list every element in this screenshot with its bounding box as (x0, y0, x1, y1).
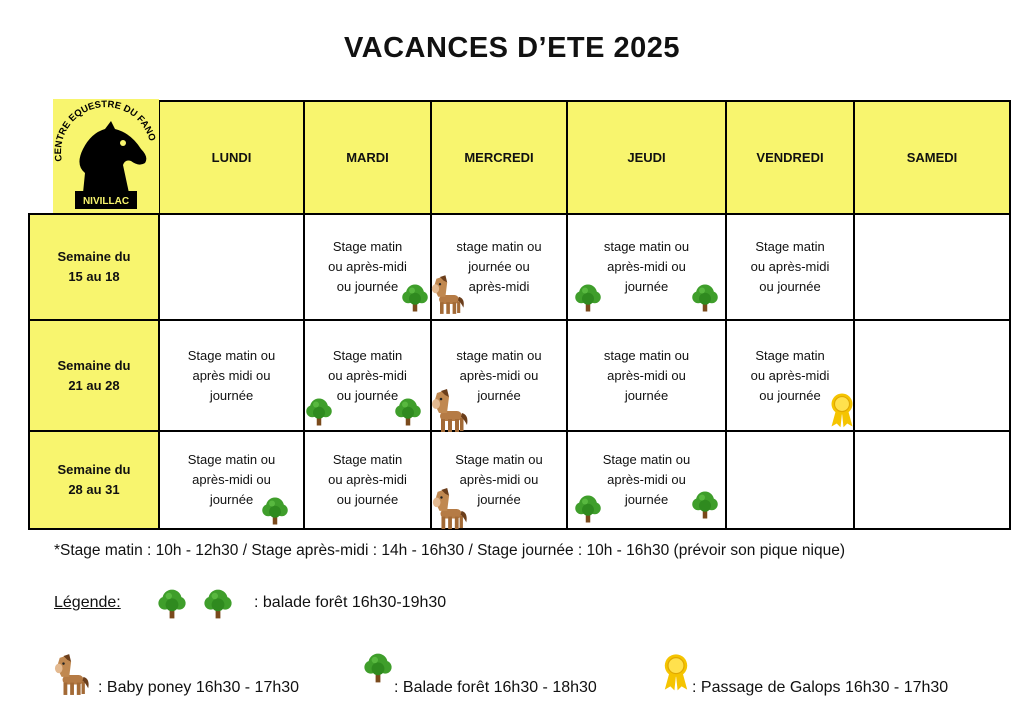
schedule-cell (726, 431, 854, 529)
schedule-cell: Stage matin ou après-midi ou journée (431, 431, 567, 529)
schedule-cell: Stage matin ou après-midi ou journée (726, 214, 854, 320)
day-header-vendredi: VENDREDI (726, 101, 854, 214)
schedule-footnote: *Stage matin : 10h - 12h30 / Stage après-midi : 14h - 16h30 / Stage journée : 10h - 16h30 (prévoir son pique nique) (54, 542, 846, 559)
horse-head-icon (53, 99, 159, 213)
tree-icon (393, 395, 423, 429)
legend-medal-text: : Passage de Galops 16h30 - 17h30 (692, 679, 949, 696)
medal-icon (827, 391, 857, 429)
day-header-mardi: MARDI (304, 101, 431, 214)
medal-icon (660, 652, 692, 692)
tree-icon (362, 650, 394, 686)
week-label: Semaine du 28 au 31 (29, 431, 159, 529)
schedule-cell: Stage matin ou après-midi ou journée (567, 431, 726, 529)
week-label: Semaine du 15 au 18 (29, 214, 159, 320)
day-header-lundi: LUNDI (159, 101, 304, 214)
tree-icon (156, 586, 188, 622)
schedule-cell: stage matin ou après-midi ou journée (567, 320, 726, 431)
club-logo (53, 99, 159, 213)
pony-icon (431, 389, 471, 433)
schedule-cell: Stage matin ou après-midi ou journée (304, 214, 431, 320)
schedule-table (28, 100, 1011, 530)
tree-icon (400, 281, 430, 315)
logo-arc-text: CENTRE EQUESTRE DU FANO (53, 99, 158, 163)
schedule-cell: Stage matin ou après-midi ou journée (304, 431, 431, 529)
tree-icon (573, 281, 603, 315)
page-title: VACANCES D’ETE 2025 (343, 32, 681, 64)
pony-icon (431, 275, 467, 315)
pony-icon (431, 488, 471, 530)
schedule-cell: Stage matin ou après-midi ou journée (159, 431, 304, 529)
week-label: Semaine du 21 au 28 (29, 320, 159, 431)
schedule-cell (854, 431, 1010, 529)
week-row (29, 214, 1010, 320)
logo-cell (29, 101, 159, 214)
tree-icon (690, 488, 720, 522)
day-header-mercredi: MERCREDI (431, 101, 567, 214)
day-header-jeudi: JEUDI (567, 101, 726, 214)
schedule-cell: stage matin ou journée ou après-midi (431, 214, 567, 320)
tree-icon (690, 281, 720, 315)
week-row (29, 431, 1010, 529)
schedule-cell (854, 320, 1010, 431)
tree-icon (573, 492, 603, 526)
legend-pony-text: : Baby poney 16h30 - 17h30 (98, 679, 300, 696)
tree-icon (304, 395, 334, 429)
schedule-cell (159, 214, 304, 320)
week-row (29, 320, 1010, 431)
pony-icon (54, 654, 92, 696)
schedule-cell: Stage matin ou après midi ou journée (159, 320, 304, 431)
tree-icon (202, 586, 234, 622)
day-header-samedi: SAMEDI (854, 101, 1010, 214)
logo-place-text: NIVILLAC (82, 196, 130, 207)
schedule-cell: Stage matin ou après-midi ou journée (726, 320, 854, 431)
legend-double-tree-text: : balade forêt 16h30-19h30 (254, 594, 447, 611)
legend-title: Légende: (54, 594, 121, 611)
legend-tree-text: : Balade forêt 16h30 - 18h30 (394, 679, 597, 696)
schedule-cell: stage matin ou après-midi ou journée (431, 320, 567, 431)
tree-icon (260, 494, 290, 528)
header-row (29, 101, 1010, 214)
schedule-cell (854, 214, 1010, 320)
schedule-cell: Stage matin ou après-midi ou journée (304, 320, 431, 431)
schedule-cell: stage matin ou après-midi ou journée (567, 214, 726, 320)
